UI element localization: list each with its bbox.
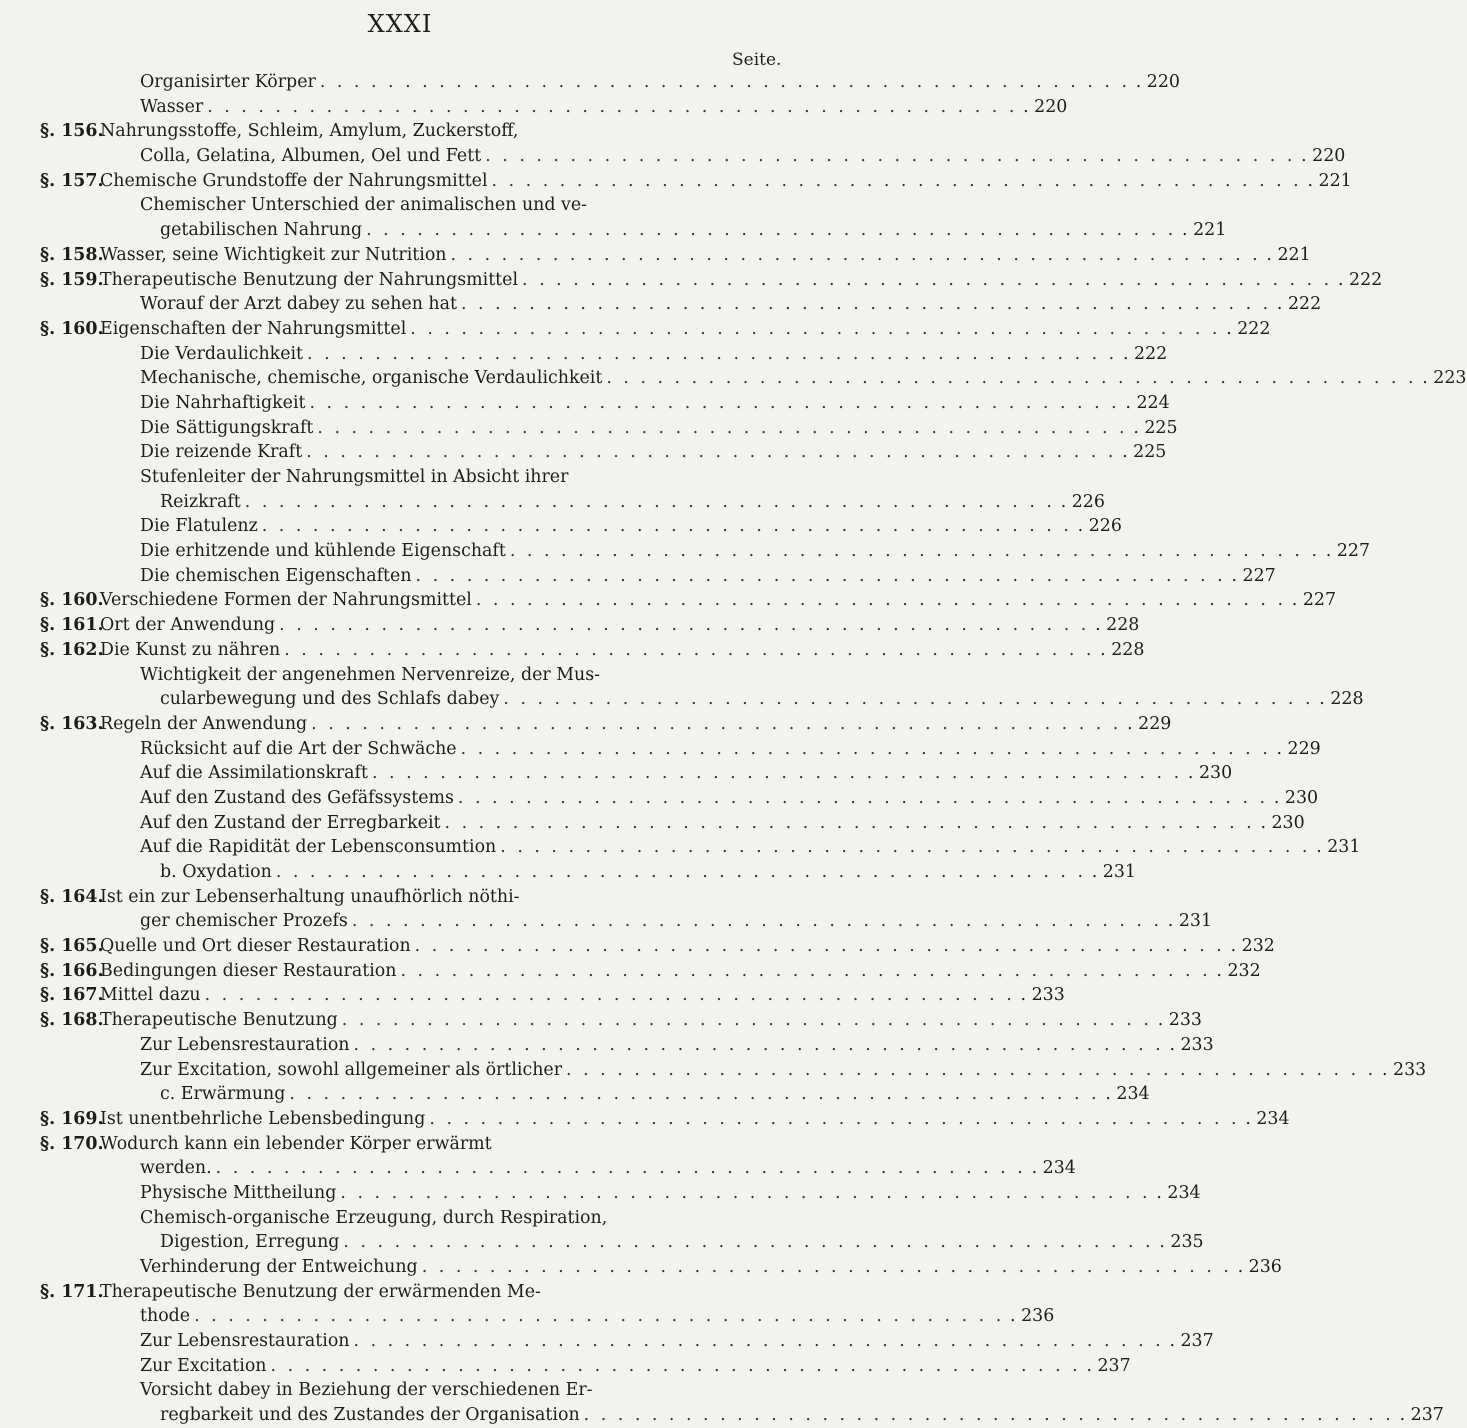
toc-title: Die Verdaulichkeit	[140, 343, 304, 364]
toc-title: Zur Excitation	[140, 1355, 267, 1376]
toc-title: Therapeutische Benutzung der Nahrungsmittel	[100, 269, 519, 290]
toc-leader-dots	[285, 1082, 1103, 1107]
toc-page-number: . 231	[1167, 911, 1213, 932]
toc-title: Wodurch kann ein lebender Körper erwärmt	[100, 1133, 492, 1154]
toc-title: Digestion, Erregung	[160, 1232, 340, 1253]
toc-entry	[40, 490, 1105, 515]
toc-leader-dots	[307, 712, 1125, 737]
toc-entry	[40, 1181, 1201, 1206]
toc-title: Vorsicht dabey in Beziehung der verschiedenen Er-	[140, 1380, 593, 1401]
toc-entry	[40, 1132, 750, 1157]
toc-entry	[40, 564, 1276, 589]
table-of-contents	[40, 70, 1467, 1428]
toc-page-number: . 228	[1095, 615, 1140, 636]
toc-leader-dots	[267, 1354, 1085, 1379]
toc-entry	[40, 1354, 1131, 1379]
toc-page-number: . 234	[1245, 1108, 1290, 1129]
toc-title: Mittel dazu	[100, 985, 201, 1006]
toc-leader-dots	[338, 1008, 1156, 1033]
toc-page-number: . 221	[1307, 170, 1352, 191]
toc-title: Wichtigkeit der angenehmen Nervenreize, der Mus-	[140, 664, 601, 685]
toc-leader-dots	[518, 268, 1336, 293]
toc-title: Chemische Grundstoffe der Nahrungsmittel	[100, 170, 488, 191]
toc-entry	[40, 119, 750, 144]
toc-entry	[40, 243, 1311, 268]
toc-title: Die Kunst zu nähren	[100, 639, 281, 660]
toc-entry	[40, 193, 750, 218]
toc-leader-dots	[306, 391, 1124, 416]
toc-leader-dots	[457, 292, 1275, 317]
toc-entry	[40, 885, 750, 910]
toc-title: Verschiedene Formen der Nahrungsmittel	[100, 590, 472, 611]
toc-leader-dots	[336, 1181, 1154, 1206]
toc-entry	[40, 70, 1180, 95]
toc-entry	[40, 638, 1145, 663]
toc-page-number: . 237	[1169, 1331, 1214, 1352]
toc-section-number: §. 159.	[40, 269, 104, 290]
toc-section-number: §. 156.	[40, 121, 104, 142]
toc-entry	[40, 268, 1383, 293]
toc-section-number: §. 157.	[40, 170, 104, 191]
toc-page-number: . 224	[1125, 392, 1170, 413]
toc-title: Auf die Assimilationskraft	[140, 763, 368, 784]
toc-entry	[40, 1378, 750, 1403]
toc-entry	[40, 1230, 1204, 1255]
toc-title: Colla, Gelatina, Albumen, Oel und Fett	[140, 146, 482, 167]
toc-section-number: §. 158.	[40, 244, 104, 265]
toc-entry	[40, 983, 1065, 1008]
toc-title: Die Nahrhaftigkeit	[140, 392, 306, 413]
toc-page-number: . 233	[1169, 1034, 1214, 1055]
toc-title: Organisirter Körper	[140, 72, 316, 92]
toc-title: c. Erwärmung	[160, 1084, 286, 1105]
toc-leader-dots	[339, 1230, 1157, 1255]
toc-title: Chemisch-organische Erzeugung, durch Respiration,	[140, 1207, 608, 1228]
toc-entry	[40, 539, 1371, 564]
toc-title: werden.	[140, 1158, 212, 1179]
toc-page-number: . 227	[1291, 590, 1337, 611]
toc-leader-dots	[303, 342, 1121, 367]
toc-page-number: . 229	[1127, 713, 1172, 734]
toc-page-number: . 234	[1031, 1158, 1076, 1179]
toc-title: Die reizende Kraft	[140, 442, 303, 463]
toc-leader-dots	[411, 934, 1229, 959]
toc-title: b. Oxydation	[160, 862, 272, 882]
toc-title: Eigenschaften der Nahrungsmittel	[100, 318, 407, 339]
toc-title: Auf den Zustand der Erregbarkeit	[140, 812, 441, 833]
toc-title: Zur Excitation, sowohl allgemeiner als örtlicher	[140, 1059, 563, 1080]
toc-entry	[40, 1403, 1444, 1428]
toc-leader-dots	[396, 959, 1214, 984]
toc-entry	[40, 811, 1305, 836]
toc-title: Ist ein zur Lebenserhaltung unaufhörlich nöthi-	[100, 886, 520, 907]
toc-title: Zur Lebensrestauration	[140, 1331, 350, 1352]
toc-entry	[40, 1280, 750, 1305]
toc-title: Auf die Rapidität der Lebensconsumtion	[140, 837, 497, 858]
toc-section-number: §. 165.	[40, 936, 104, 957]
page-numeral: XXXI	[367, 10, 433, 38]
toc-title: Physische Mittheilung	[140, 1182, 337, 1203]
toc-leader-dots	[425, 1107, 1243, 1132]
toc-title: Regeln der Anwendung	[100, 713, 308, 734]
toc-page-number: . 230	[1187, 763, 1233, 784]
toc-leader-dots	[472, 588, 1290, 613]
toc-leader-dots	[368, 761, 1186, 786]
toc-entry	[40, 317, 1271, 342]
toc-entry	[40, 1033, 1214, 1058]
toc-leader-dots	[499, 687, 1317, 712]
toc-title: Chemischer Unterschied der animalischen und ve-	[140, 195, 587, 216]
toc-title: cularbewegung und des Schlafs dabey	[160, 689, 500, 710]
toc-entry	[40, 1107, 1290, 1132]
toc-section-number: §. 162.	[40, 639, 104, 660]
toc-page-number: . 226	[1060, 491, 1105, 512]
toc-page-number: . 234	[1105, 1084, 1150, 1105]
toc-entry	[40, 440, 1167, 465]
toc-leader-dots	[447, 243, 1265, 268]
toc-page-number: . 233	[1381, 1059, 1427, 1080]
toc-title: Die Sättigungskraft	[140, 417, 314, 438]
toc-leader-dots	[457, 737, 1275, 762]
toc-leader-dots	[275, 613, 1093, 638]
toc-title: Therapeutische Benutzung der erwärmenden Me-	[100, 1281, 541, 1302]
toc-entry	[40, 687, 1364, 712]
toc-title: Die Flatulenz	[140, 516, 258, 537]
toc-leader-dots	[203, 95, 1021, 120]
toc-page-number: . 222	[1226, 318, 1271, 339]
toc-leader-dots	[258, 514, 1076, 539]
toc-page-number: . 237	[1399, 1405, 1444, 1426]
toc-leader-dots	[190, 1304, 1008, 1329]
toc-entry	[40, 292, 1322, 317]
toc-section-number: §. 170.	[40, 1133, 104, 1154]
toc-entry	[40, 786, 1319, 811]
toc-leader-dots	[280, 638, 1098, 663]
toc-section-number: §. 163.	[40, 713, 104, 734]
toc-leader-dots	[580, 1403, 1398, 1428]
toc-title: Wasser	[140, 96, 204, 117]
toc-leader-dots	[350, 1329, 1168, 1354]
toc-page-number: . 221	[1182, 220, 1227, 241]
toc-page-number: . 231	[1316, 837, 1361, 858]
toc-section-number: §. 168.	[40, 1010, 104, 1031]
toc-leader-dots	[481, 144, 1299, 169]
toc-leader-dots	[441, 811, 1259, 836]
toc-title: ger chemischer Prozefs	[140, 911, 348, 932]
toc-title: Die chemischen Eigenschaften	[140, 565, 412, 586]
toc-title: Ort der Anwendung	[100, 615, 276, 636]
toc-page-number: . 234	[1156, 1182, 1201, 1203]
toc-entry	[40, 144, 1346, 169]
toc-page-number: . 229	[1276, 738, 1321, 759]
toc-page-number: . 227	[1325, 541, 1371, 562]
toc-entry	[40, 95, 1068, 120]
toc-entry	[40, 1206, 750, 1231]
toc-page-number: . 223	[1422, 368, 1467, 389]
toc-entry	[40, 1082, 1150, 1107]
toc-page-number: . 233	[1157, 1010, 1202, 1031]
toc-leader-dots	[272, 860, 1090, 885]
toc-entry	[40, 1329, 1214, 1354]
toc-section-number: §. 164.	[40, 886, 104, 907]
toc-section-number: §. 160.	[40, 318, 104, 339]
toc-entry	[40, 514, 1122, 539]
toc-page-number: . 220	[1135, 72, 1180, 92]
toc-entry	[40, 416, 1178, 441]
toc-title: Die erhitzende und kühlende Eigenschaft	[140, 541, 506, 562]
toc-title: Rücksicht auf die Art der Schwäche	[140, 738, 457, 759]
toc-page-number: . 230	[1273, 787, 1319, 808]
toc-entry	[40, 465, 750, 490]
toc-entry	[40, 169, 1352, 194]
toc-section-number: §. 161.	[40, 615, 104, 636]
toc-page-number: . 222	[1122, 343, 1168, 364]
toc-entry	[40, 1255, 1282, 1280]
toc-entry	[40, 613, 1140, 638]
toc-section-number: §. 160.	[40, 590, 104, 611]
toc-leader-dots	[212, 1156, 1030, 1181]
toc-title: Bedingungen dieser Restauration	[100, 960, 397, 981]
toc-section-number: §. 171.	[40, 1281, 104, 1302]
toc-title: Therapeutische Benutzung	[100, 1010, 338, 1031]
toc-page-number: . 228	[1100, 639, 1145, 660]
toc-title: Worauf der Arzt dabey zu sehen hat	[140, 294, 457, 315]
toc-entry	[40, 761, 1233, 786]
toc-page-number: . 226	[1077, 516, 1122, 537]
toc-page-number: . 228	[1319, 689, 1364, 710]
toc-leader-dots	[350, 1033, 1168, 1058]
toc-page-number: . 220	[1023, 96, 1068, 117]
toc-title: thode	[140, 1306, 191, 1327]
toc-entry	[40, 835, 1361, 860]
toc-leader-dots	[406, 317, 1224, 342]
toc-entry	[40, 909, 1213, 934]
toc-entry	[40, 712, 1172, 737]
toc-page-number: . 220	[1301, 146, 1346, 167]
toc-leader-dots	[316, 70, 1134, 95]
toc-page-number: . 225	[1133, 417, 1178, 438]
toc-page-number: . 236	[1010, 1306, 1055, 1327]
toc-leader-dots	[302, 440, 1120, 465]
toc-leader-dots	[412, 564, 1230, 589]
toc-title: Quelle und Ort dieser Restauration	[100, 936, 411, 957]
toc-leader-dots	[562, 1058, 1380, 1083]
toc-title: Wasser, seine Wichtigkeit zur Nutrition	[100, 244, 447, 265]
toc-page-number: . 225	[1122, 442, 1167, 463]
toc-page-number: . 222	[1337, 269, 1383, 290]
toc-entry	[40, 1156, 1076, 1181]
toc-leader-dots	[488, 169, 1306, 194]
toc-entry	[40, 860, 1136, 885]
toc-title: Auf den Zustand des Gefäfssystems	[140, 787, 454, 808]
toc-title: Nahrungsstoffe, Schleim, Amylum, Zuckerstoff,	[100, 121, 519, 142]
toc-entry	[40, 366, 1467, 391]
toc-entry	[40, 1304, 1055, 1329]
toc-leader-dots	[454, 786, 1272, 811]
toc-entry	[40, 934, 1275, 959]
toc-title: Ist unentbehrliche Lebensbedingung	[100, 1108, 426, 1129]
toc-entry	[40, 1058, 1427, 1083]
toc-title: Verhinderung der Entweichung	[140, 1257, 418, 1277]
toc-title: Zur Lebensrestauration	[140, 1034, 350, 1055]
toc-entry	[40, 1008, 1202, 1033]
toc-title: regbarkeit und des Zustandes der Organisation	[160, 1405, 580, 1426]
toc-leader-dots	[201, 983, 1019, 1008]
seite-column-label: Seite.	[732, 50, 782, 70]
toc-leader-dots	[348, 909, 1166, 934]
toc-entry	[40, 737, 1321, 762]
toc-page-number: . 222	[1276, 294, 1322, 315]
toc-page-number: . 221	[1266, 244, 1311, 265]
toc-leader-dots	[362, 218, 1180, 243]
toc-entry	[40, 342, 1168, 367]
toc-title: getabilischen Nahrung	[160, 220, 363, 241]
toc-page-number: . 237	[1086, 1355, 1131, 1376]
toc-page-number: . 235	[1159, 1232, 1204, 1253]
toc-entry	[40, 959, 1261, 984]
toc-leader-dots	[313, 416, 1131, 441]
toc-leader-dots	[418, 1255, 1236, 1280]
toc-entry	[40, 588, 1337, 613]
toc-leader-dots	[496, 835, 1314, 860]
toc-page-number: . 236	[1237, 1257, 1282, 1277]
toc-page-number: . 227	[1231, 565, 1276, 586]
toc-title: Mechanische, chemische, organische Verdaulichkeit	[140, 368, 603, 389]
toc-entry	[40, 218, 1227, 243]
toc-page-number: . 232	[1230, 936, 1275, 957]
toc-leader-dots	[241, 490, 1059, 515]
toc-page-number: . 232	[1216, 960, 1261, 981]
toc-page-number: . 233	[1020, 985, 1065, 1006]
toc-title: Stufenleiter der Nahrungsmittel in Absicht ihrer	[140, 467, 569, 487]
toc-entry	[40, 663, 750, 688]
toc-section-number: §. 166.	[40, 960, 104, 981]
toc-section-number: §. 167.	[40, 985, 104, 1006]
toc-section-number: §. 169.	[40, 1108, 104, 1129]
toc-title: Reizkraft	[160, 491, 241, 512]
toc-page-number: . 231	[1091, 862, 1136, 882]
toc-leader-dots	[506, 539, 1324, 564]
toc-leader-dots	[602, 366, 1420, 391]
toc-page-number: . 230	[1260, 812, 1305, 833]
toc-entry	[40, 391, 1170, 416]
